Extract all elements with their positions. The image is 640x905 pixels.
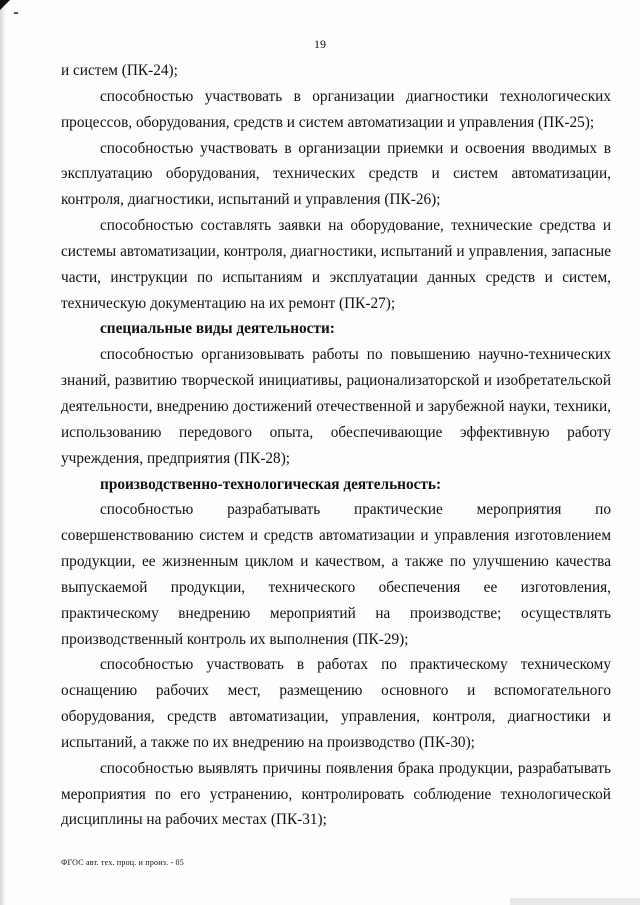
section-heading-special: специальные виды деятельности: <box>100 320 335 338</box>
scan-speck <box>14 12 18 14</box>
scan-bottom-shadow <box>510 898 640 905</box>
paragraph-pk-26: способностью участвовать в организации приемки и освоения вводимых в эксплуатацию оборудования, технических средств и систем автоматизации, контроля, диагностики, испытаний и управления (ПК-26); <box>61 139 611 209</box>
paragraph-pk-30: способностью участвовать в работах по практическому техническому оснащению рабочих мест, размещению основного и вспомогательного оборудования, средств автоматизации, управления, контроля, диагностики и испытаний, а также по их внедрению на производство (ПК-30); <box>61 656 611 751</box>
scan-corner-mark <box>0 0 10 10</box>
page-number: 19 <box>314 37 326 51</box>
paragraph-pk-27: способностью составлять заявки на оборудование, технические средства и системы автоматизации, контроля, диагностики, испытаний и управления, запасные части, инструкции по испытаниям и эксплуатации данных средств и систем, техническую документацию на их ремонт (ПК-27); <box>61 217 611 312</box>
paragraph-continuation: и систем (ПК-24); <box>61 62 178 79</box>
footer-code: ФГОС авт. тех. проц. и произ. - 05 <box>61 858 184 867</box>
section-heading-production: производственно-технологическая деятельность: <box>100 475 442 493</box>
paragraph-pk-31: способностью выявлять причины появления брака продукции, разрабатывать мероприятия по его устранению, контролировать соблюдение технологической дисциплины на рабочих местах (ПК-31); <box>61 759 611 829</box>
body-text <box>61 58 611 833</box>
paragraph-pk-29: способностью разрабатывать практические мероприятия по совершенствованию систем и средств автоматизации и управления изготовлением продукции, ее жизненным циклом и качеством, а также по улучшению качества выпускаемой продукции, технического обеспечения ее изготовления, практическому внедрению мероприятий на производстве; осуществлять производственный контроль их выполнения (ПК-29); <box>61 501 611 648</box>
paragraph-pk-25: способностью участвовать в организации диагностики технологических процессов, оборудования, средств и систем автоматизации и управления (ПК-25); <box>61 87 611 131</box>
paragraph-pk-28: способностью организовывать работы по повышению научно-технических знаний, развитию творческой инициативы, рационализаторской и изобретательской деятельности, внедрению достижений отечественной и зарубежной науки, техники, использованию передового опыта, обеспечивающие эффективную работу учреждения, предприятия (ПК-28); <box>61 346 611 467</box>
scan-left-edge <box>0 0 6 905</box>
